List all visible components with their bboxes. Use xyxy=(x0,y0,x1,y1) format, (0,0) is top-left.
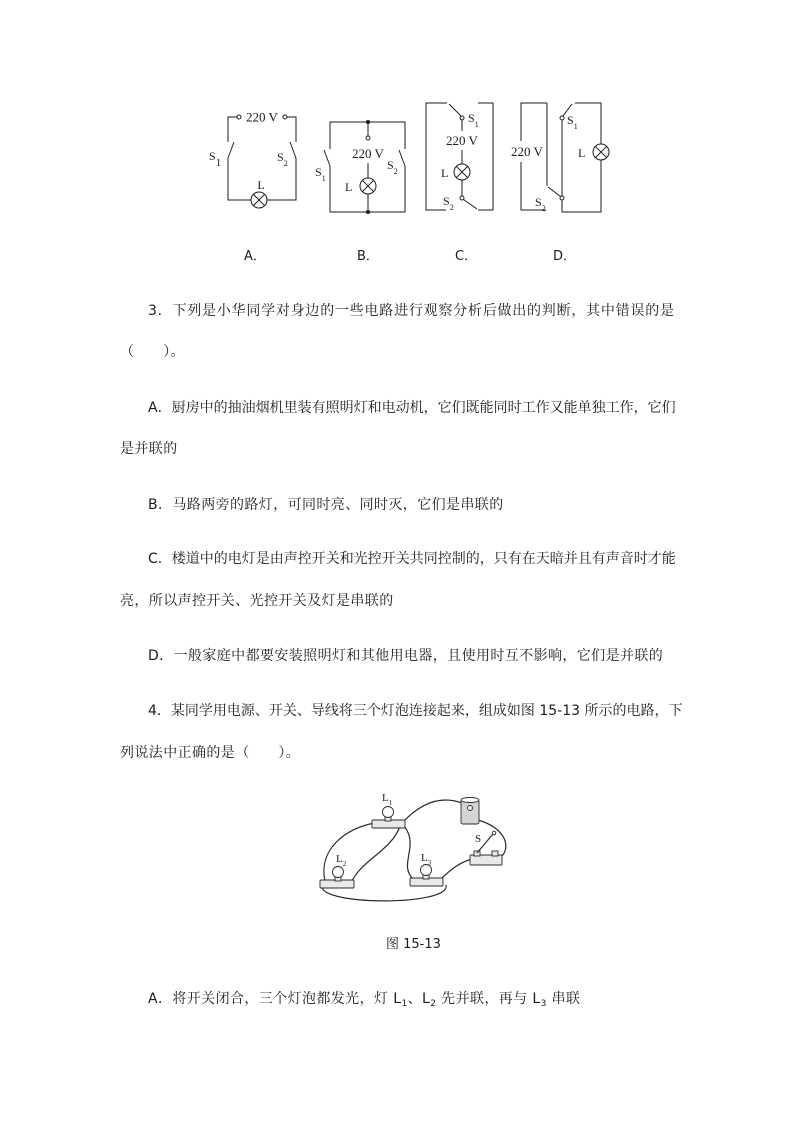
lamp-label: L xyxy=(578,146,586,160)
terminal xyxy=(237,115,241,119)
voltage-label: 220 V xyxy=(511,144,543,159)
subscript: 1 xyxy=(401,999,408,1009)
voltage-label: 220 V xyxy=(352,146,384,161)
switch-s-label: S xyxy=(475,833,482,845)
switch-s2-label: $S_2$ xyxy=(535,195,546,213)
question-3-option-b: B．马路两旁的路灯，可同时亮、同时灭，它们是串联的 xyxy=(148,497,504,513)
question-3-option-a-line-2: 是并联的 xyxy=(120,441,178,457)
figure-caption: 图 15-13 xyxy=(386,937,441,952)
question-3-stem-line-2: （ ）。 xyxy=(120,344,185,360)
question-4-stem-line-2: 列说法中正确的是（ ）。 xyxy=(120,745,301,761)
wire xyxy=(267,158,296,200)
switch-s1-lever xyxy=(449,104,461,116)
option-text: 先并联，再与 L xyxy=(436,991,541,1007)
switch-s1-label: $S_1$ xyxy=(315,165,326,183)
subscript: 3 xyxy=(540,999,547,1009)
switch-s1-pivot xyxy=(460,116,464,120)
battery-terminal-icon xyxy=(468,806,473,811)
wire xyxy=(575,103,601,144)
switch-s1-label: $S_1$ xyxy=(468,111,479,129)
battery xyxy=(461,798,479,825)
question-3-option-c-line-2: 亮，所以声控开关、光控开关及灯是串联的 xyxy=(120,593,394,609)
switch-s2-lever xyxy=(399,150,405,166)
wire xyxy=(228,117,237,142)
question-3-option-c-line-1: C．楼道中的电灯是由声控开关和光控开关共同控制的，只有在天暗并且有声音时才能 xyxy=(148,551,676,567)
lamp-l3 xyxy=(410,852,443,886)
option-label-a: A． xyxy=(244,249,266,264)
voltage-label: 220 V xyxy=(446,133,478,148)
bulb-icon xyxy=(383,807,394,818)
switch-s1-label: $S_1$ xyxy=(209,149,222,169)
option-text: A．将开关闭合，三个灯泡都发光，灯 L xyxy=(148,991,402,1007)
wire xyxy=(287,117,296,142)
terminal xyxy=(366,136,370,140)
switch-s2-pivot xyxy=(560,196,564,200)
switch-s2-pivot xyxy=(460,196,464,200)
switch-s2-lever xyxy=(548,187,561,197)
switch-s2-label: $S_2$ xyxy=(443,194,454,212)
lamp-label: L xyxy=(441,166,449,180)
switch-s1-lever xyxy=(228,142,234,158)
question-4-stem-line-1: 4．某同学用电源、开关、导线将三个灯泡连接起来，组成如图 15-13 所示的电路，下 xyxy=(148,703,683,719)
voltage-label: 220 V xyxy=(246,109,278,125)
lamp-l1-label: $L_1$ xyxy=(382,792,393,807)
switch-s1-lever xyxy=(324,150,330,166)
option-label-c: C． xyxy=(455,249,478,264)
option-label-b: B． xyxy=(357,249,379,264)
wire xyxy=(478,103,493,210)
switch-s1-pivot xyxy=(560,116,564,120)
lamp-label: L xyxy=(345,180,353,194)
question-4-option-a xyxy=(148,989,580,1009)
circuit-diagram-c xyxy=(426,103,493,212)
junction-dot xyxy=(366,210,370,214)
knife-switch xyxy=(470,831,502,865)
question-3-option-a-line-1: A．厨房中的抽油烟机里装有照明灯和电动机，它们既能同时工作又能单独工作，它们 xyxy=(148,400,676,416)
option-label-d: D． xyxy=(553,249,577,264)
lamp-l2 xyxy=(320,853,354,888)
lamp-l2-label: $L_2$ xyxy=(336,853,347,868)
circuit-diagrams xyxy=(200,95,630,225)
switch-s2-lever xyxy=(464,200,478,210)
figure-15-13 xyxy=(300,780,520,910)
lamp-symbol xyxy=(593,144,609,160)
lamp-l3-label: $L_3$ xyxy=(421,852,432,867)
lamp-symbol xyxy=(454,164,470,180)
switch-s2-lever xyxy=(290,142,296,158)
lamp-symbol xyxy=(360,178,376,194)
circuit-diagram-d xyxy=(511,103,609,213)
question-3-stem-line-1: 3．下列是小华同学对身边的一些电路进行观察分析后做出的判断，其中错误的是 xyxy=(148,303,674,319)
wire xyxy=(562,160,601,212)
terminal xyxy=(283,115,287,119)
lamp-label: L xyxy=(257,178,265,192)
bulb-icon xyxy=(333,867,344,878)
option-text: 串联 xyxy=(546,991,581,1007)
wire xyxy=(228,158,251,200)
circuit-diagram-a xyxy=(209,110,296,209)
circuit-diagram-b xyxy=(315,120,405,214)
subscript: 2 xyxy=(430,999,437,1009)
lamp-symbol xyxy=(251,192,267,208)
wire xyxy=(521,103,547,141)
switch-s1-label: $S_1$ xyxy=(567,113,578,131)
lamp-l1 xyxy=(372,792,405,828)
question-3-option-d: D．一般家庭中都要安装照明灯和其他用电器，且使用时互不影响，它们是并联的 xyxy=(148,648,664,664)
switch-s2-label: $S_2$ xyxy=(387,158,398,176)
switch-s2-label: $S_2$ xyxy=(277,150,288,168)
option-text: 、L xyxy=(407,991,431,1007)
